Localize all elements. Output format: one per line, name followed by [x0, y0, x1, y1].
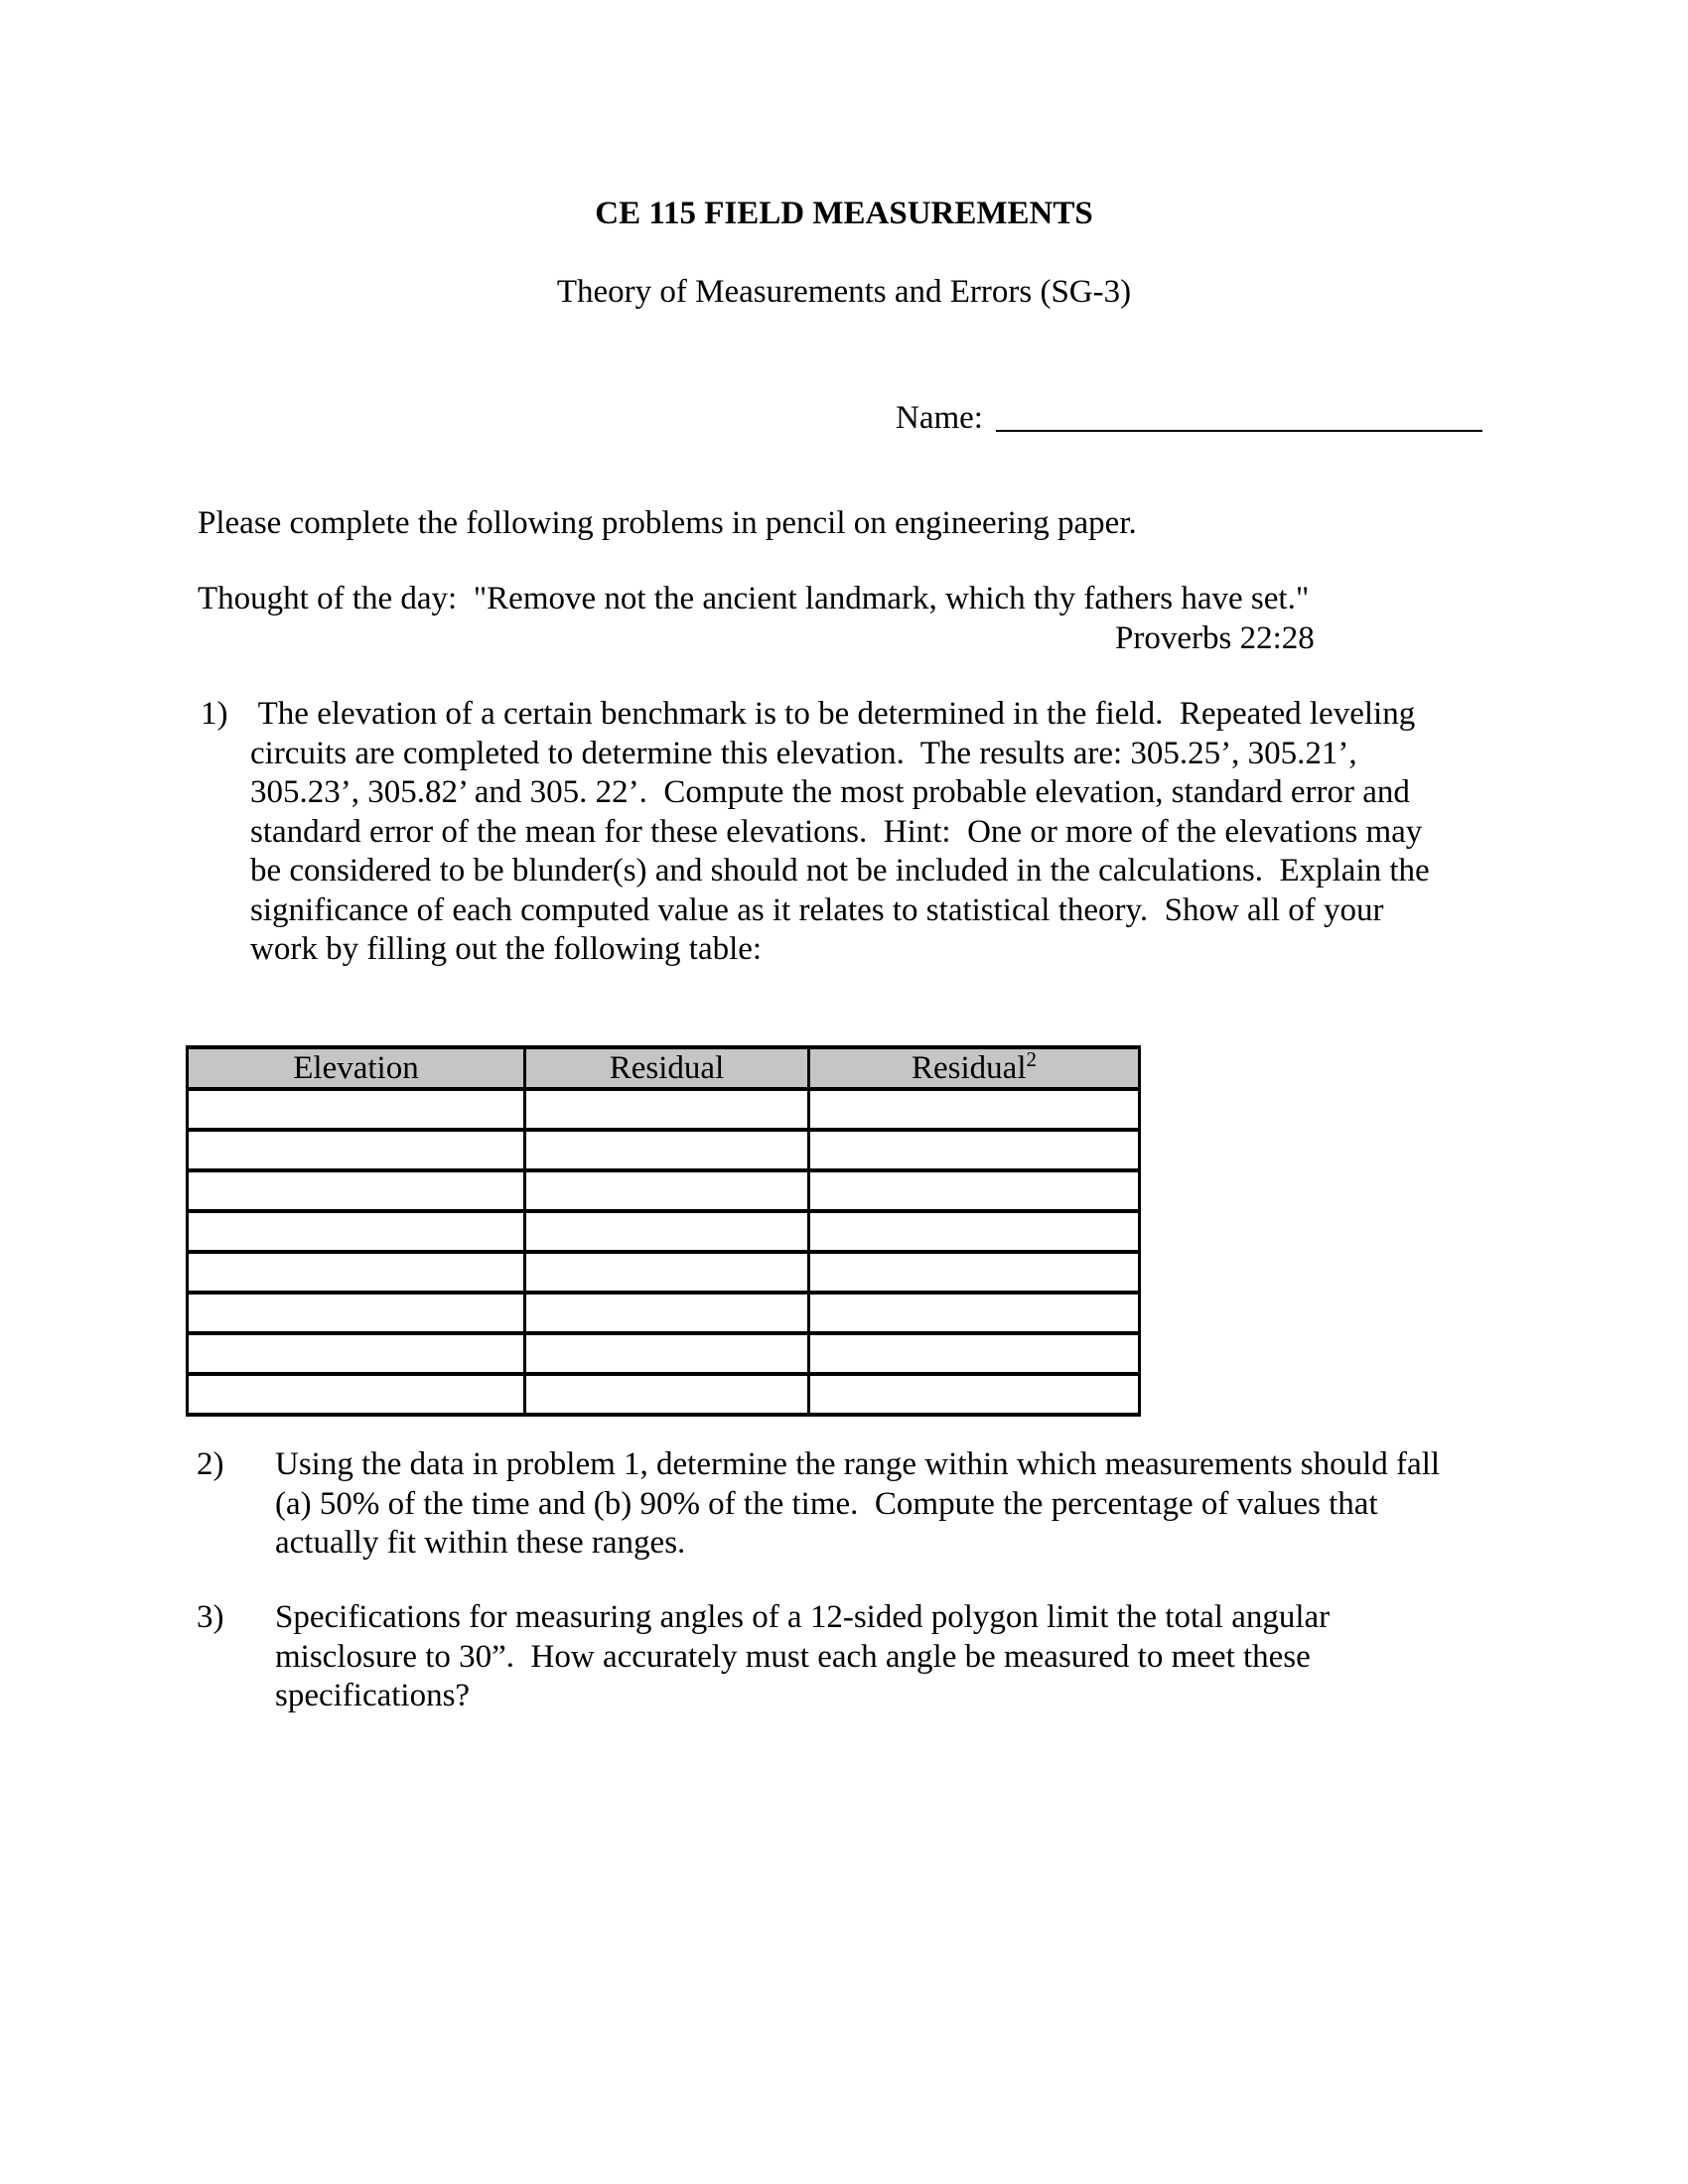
text-line: significance of each computed value as it relates to statistical theory. Show all of your [250, 891, 1384, 928]
problem-text [250, 695, 1430, 970]
table-cell [188, 1089, 525, 1130]
table-row [188, 1333, 1140, 1374]
instruction-text: Please complete the following problems in pencil on engineering paper. [198, 505, 1137, 541]
table-cell [188, 1252, 525, 1293]
problem-number: 1) [201, 696, 228, 732]
table-cell [188, 1374, 525, 1415]
header-cell-residual: Residual [525, 1047, 809, 1089]
page-title: CE 115 FIELD MEASUREMENTS [595, 196, 1093, 231]
table-cell [188, 1333, 525, 1374]
table-row [188, 1374, 1140, 1415]
table-cell [809, 1374, 1140, 1415]
text-line: standard error of the mean for these elevations. Hint: One or more of the elevations may [250, 813, 1423, 850]
text-line: 305.23’, 305.82’ and 305. 22’. Compute the most probable elevation, standard error and [250, 774, 1410, 810]
problem-text [275, 1445, 1440, 1564]
table-cell [809, 1211, 1140, 1252]
table-cell [525, 1089, 809, 1130]
table-row [188, 1211, 1140, 1252]
worksheet-table-body [188, 1089, 1140, 1415]
table-cell [525, 1374, 809, 1415]
table-cell [809, 1293, 1140, 1333]
text-line: Specifications for measuring angles of a 12-sided polygon limit the total angular [275, 1599, 1331, 1635]
table-cell [525, 1211, 809, 1252]
text-line: circuits are completed to determine this elevation. The results are: 305.25’, 305.21’, [250, 735, 1357, 771]
table-cell [188, 1170, 525, 1211]
text-line: The elevation of a certain benchmark is to be determined in the field. Repeated leveling [250, 696, 1416, 732]
problem-text [275, 1598, 1330, 1716]
header-cell-residual-squared: Residual$^2$ [809, 1047, 1140, 1089]
table-cell [188, 1211, 525, 1252]
header-cell-elevation: Elevation [188, 1047, 525, 1089]
name-label: Name: [896, 400, 983, 436]
table-cell [809, 1089, 1140, 1130]
page-subtitle: Theory of Measurements and Errors (SG-3) [556, 274, 1132, 310]
table-row [188, 1130, 1140, 1170]
table-row [188, 1170, 1140, 1211]
table-cell [525, 1130, 809, 1170]
name-blank-line [996, 402, 1482, 432]
text-line: be considered to be blunder(s) and should not be included in the calculations. Explain the [250, 853, 1430, 888]
text-line: (a) 50% of the time and (b) 90% of the time. Compute the percentage of values that [275, 1485, 1378, 1522]
table-row [188, 1252, 1140, 1293]
thought-attribution: Proverbs 22:28 [1115, 620, 1315, 656]
table-cell [809, 1130, 1140, 1170]
table-cell [188, 1130, 525, 1170]
table-cell [525, 1333, 809, 1374]
text-line: specifications? [275, 1678, 471, 1713]
problem-number: 2) [197, 1446, 224, 1482]
worksheet-table [186, 1045, 1141, 1417]
table-cell [809, 1252, 1140, 1293]
text-line: misclosure to 30”. How accurately must each angle be measured to meet these [275, 1638, 1311, 1675]
superscript: 2 [1026, 1046, 1037, 1071]
table-header-row [188, 1047, 1140, 1089]
table-cell [525, 1170, 809, 1211]
table-cell [525, 1293, 809, 1333]
table-row [188, 1089, 1140, 1130]
text-line: actually fit within these ranges. [275, 1525, 686, 1561]
table-cell [809, 1333, 1140, 1374]
table-row [188, 1293, 1140, 1333]
table-cell [809, 1170, 1140, 1211]
thought-of-day: Thought of the day: "Remove not the ancient landmark, which thy fathers have set." [198, 581, 1310, 616]
table-cell [525, 1252, 809, 1293]
table-cell [188, 1293, 525, 1333]
text-line: work by filling out the following table: [250, 931, 763, 967]
text-line: Using the data in problem 1, determine the range within which measurements should fall [275, 1446, 1441, 1482]
problem-number: 3) [197, 1599, 224, 1635]
